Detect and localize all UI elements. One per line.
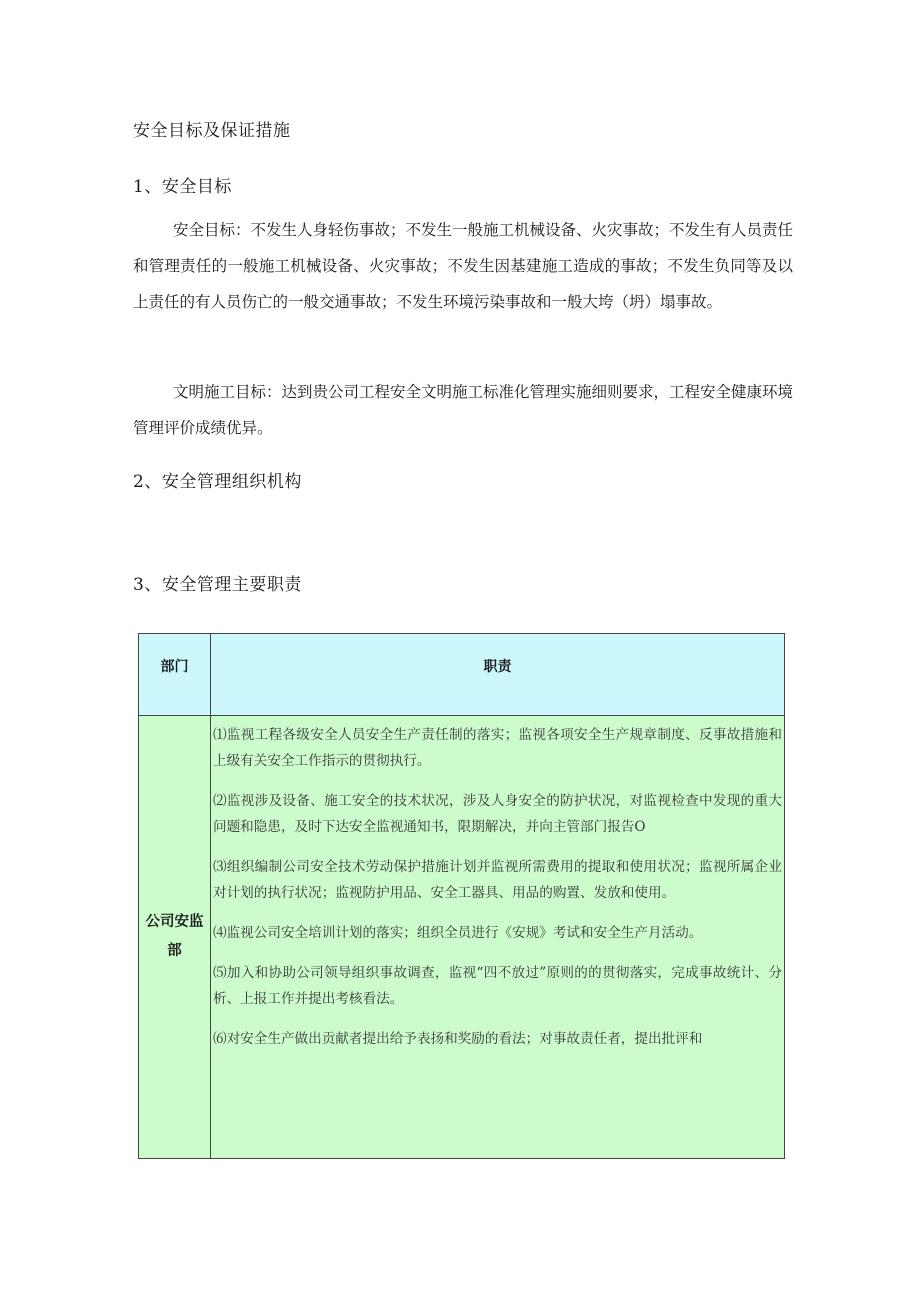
table-header-row	[139, 634, 785, 716]
table-row	[139, 716, 785, 1159]
page-title: 安全目标及保证措施	[133, 121, 291, 141]
duty-item-4: ⑷监视公司安全培训计划的落实；组织全员进行《安规》考试和安全生产月活动。	[213, 925, 703, 941]
duty-cell	[211, 716, 785, 1159]
duties-table	[138, 633, 785, 1159]
header-duty-cell: 职责	[211, 634, 785, 716]
duty-item-1: ⑴监视工程各级安全人员安全生产责任制的落实；监视各项安全生产规章制度、反事故措施和上级有关安全工作指示的贯彻执行。	[213, 727, 782, 769]
civilized-construction-paragraph: 文明施工目标：达到贵公司工程安全文明施工标准化管理实施细则要求，工程安全健康环境管理评价成绩优异。	[133, 383, 794, 437]
duty-item-3: ⑶组织编制公司安全技术劳动保护措施计划并监视所需费用的提取和使用状况；监视所属企业对计划的执行状况；监视防护用品、安全工器具、用品的购置、发放和使用。	[213, 859, 782, 901]
duty-item-2: ⑵监视涉及设备、施工安全的技术状况，涉及人身安全的防护状况，对监视检查中发现的重大问题和隐患，及时下达安全监视通知书，限期解决，并向主管部门报告O	[213, 793, 782, 835]
section-heading-3: 3、安全管理主要职责	[133, 575, 302, 595]
section-heading-1: 1、安全目标	[133, 177, 232, 197]
dept-label: 公司安监部	[145, 914, 204, 959]
dept-cell	[139, 716, 211, 1159]
duty-item-5: ⑸加入和协助公司领导组织事故调查，监视“四不放过”原则的的贯彻落实，完成事故统计、分析、上报工作并提出考核看法。	[213, 965, 782, 1007]
header-dept-cell: 部门	[139, 634, 211, 716]
safety-goals-paragraph: 安全目标：不发生人身轻伤事故；不发生一般施工机械设备、火灾事故；不发生有人员责任和管理责任的一般施工机械设备、火灾事故；不发生因基建施工造成的事故；不发生负同等及以上责任的有人员伤亡的一般交通事故；不发生环境污染事故和一般大垮（坍）塌事故。	[133, 221, 794, 311]
section-heading-2: 2、安全管理组织机构	[133, 472, 302, 492]
duty-item-6: ⑹对安全生产做出贡献者提出给予表扬和奖励的看法；对事故责任者，提出批评和	[213, 1031, 703, 1047]
